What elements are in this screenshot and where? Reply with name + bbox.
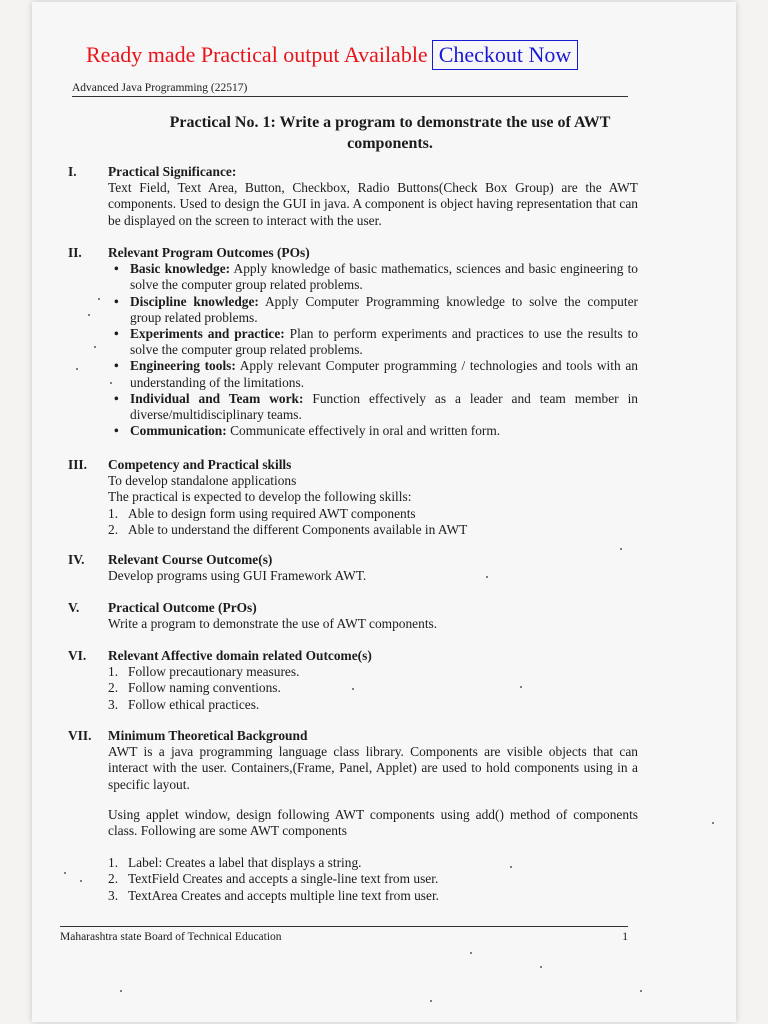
item-text: Communicate effectively in oral and written form. [226,423,501,439]
section-heading: Relevant Program Outcomes (POs) [108,245,310,260]
page-number: 1 [622,931,628,943]
affective-list [108,664,638,713]
section-number: III. [68,457,87,472]
item-number: 2. [108,680,119,696]
item-number: 1. [108,855,119,871]
section-program-outcomes [68,245,638,439]
item-label: Basic knowledge: [130,261,231,277]
section-text: Text Field, Text Area, Button, Checkbox, Radio Buttons(Check Box Group) are the AWT components. Used to design the GUI in java. A component is object having representation that can be displayed on the screen to interact with the user. [108,180,638,228]
page-footer [60,926,628,943]
section-text: Using applet window, design following AWT components using add() method of components class. Following are some AWT components [108,806,638,839]
section-text: Write a program to demonstrate the use of AWT components. [108,616,438,632]
list-item [108,506,638,522]
section-heading: Practical Outcome (PrOs) [108,600,257,615]
section-competency [68,457,638,538]
checkout-now-button[interactable]: Checkout Now [432,40,579,70]
section-number: VII. [68,728,92,743]
section-text: AWT is a java programming language class library. Components are visible objects that can interact with the user. Containers,(Frame, Panel, Applet) are used to hold components using in a specific layout. [108,744,638,792]
item-label: Engineering tools: [130,358,236,374]
list-item [130,326,638,358]
section-number: I. [68,164,77,179]
item-number: 3. [108,887,119,903]
section-number: IV. [68,552,85,567]
footer-publisher: Maharashtra state Board of Technical Education [60,931,282,943]
item-number: 2. [108,521,119,537]
section-number: II. [68,245,82,260]
item-text: Function effectively as a leader and team member in diverse/multidisciplinary teams. [130,390,638,423]
promo-text: Ready made Practical output Available [86,42,428,67]
item-number: 1. [108,505,119,521]
course-header: Advanced Java Programming (22517) [72,82,628,97]
section-number: V. [68,600,80,615]
list-item [108,680,638,696]
list-item [108,664,638,680]
item-label: Discipline knowledge: [130,293,259,309]
list-item [108,871,638,887]
section-course-outcomes [68,552,638,584]
list-item [130,391,638,423]
practical-title: Practical No. 1: Write a program to demonstrate the use of AWT components. [169,114,611,152]
section-heading: Relevant Course Outcome(s) [108,552,273,567]
item-label: Experiments and practice: [130,326,285,342]
item-text: Able to understand the different Components available in AWT [128,521,468,537]
section-text: To develop standalone applications [108,473,297,489]
list-item [108,855,638,871]
section-practical-significance [68,164,638,229]
promo-banner [86,40,646,74]
list-item [108,888,638,904]
item-text: TextArea Creates and accepts multiple line text from user. [128,887,440,903]
item-text: Label: Creates a label that displays a string. [128,855,362,871]
section-text: Develop programs using GUI Framework AWT. [108,568,367,584]
item-label: Communication: [130,423,227,439]
item-text: Plan to perform experiments and practices to use the results to solve the computer group related problems. [130,326,638,358]
section-heading: Practical Significance: [108,164,237,179]
item-text: Apply relevant Computer programming / technologies and tools with an understanding of the limitations. [130,358,638,390]
list-item [130,294,638,326]
awt-components-list [108,855,638,904]
list-item [108,697,638,713]
item-label: Individual and Team work: [130,390,304,406]
item-text: Follow naming conventions. [128,680,281,696]
section-heading: Minimum Theoretical Background [108,728,308,743]
outcomes-list [108,261,638,439]
item-text: Apply knowledge of basic mathematics, sciences and basic engineering to solve the computer group related problems. [130,261,638,293]
section-theoretical-background [68,728,638,904]
skills-list [108,506,638,538]
section-heading: Competency and Practical skills [108,457,292,472]
item-text: Apply Computer Programming knowledge to solve the computer group related problems. [130,293,638,325]
section-heading: Relevant Affective domain related Outcome(s) [108,648,372,663]
item-number: 2. [108,871,119,887]
list-item [130,358,638,390]
section-number: VI. [68,648,87,663]
item-number: 3. [108,696,119,712]
section-text: The practical is expected to develop the following skills: [108,489,412,505]
item-text: TextField Creates and accepts a single-line text from user. [128,871,439,887]
list-item [108,522,638,538]
item-text: Follow precautionary measures. [128,664,300,680]
item-number: 1. [108,664,119,680]
section-affective-outcomes [68,648,638,713]
list-item [130,423,638,439]
section-practical-outcome [68,600,638,632]
list-item [130,261,638,293]
item-text: Follow ethical practices. [128,696,260,712]
item-text: Able to design form using required AWT components [128,505,416,521]
